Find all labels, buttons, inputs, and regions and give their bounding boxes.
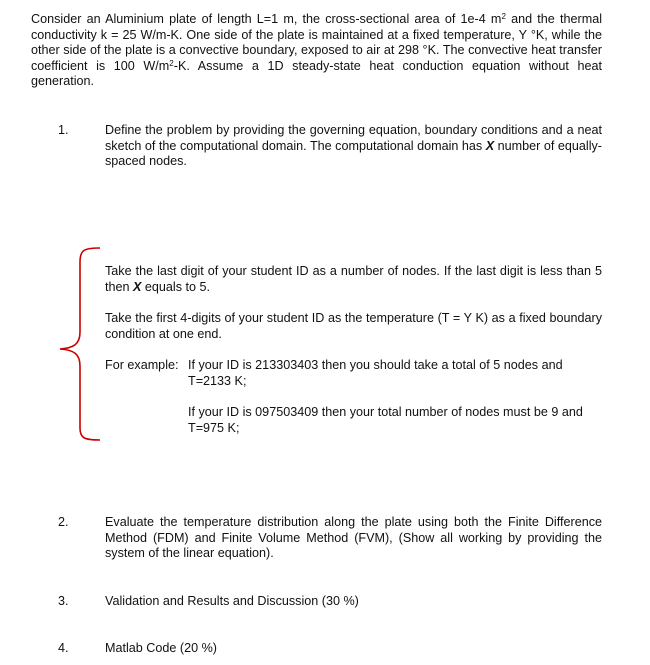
variable-x: X — [485, 138, 495, 153]
instruction-nodes: Take the last digit of your student ID as a number of nodes. If the last digit is less than 5 then X equals to 5. — [105, 264, 602, 294]
instruction-temperature: Take the first 4-digits of your student ID as the temperature (T = Y K) as a fixed boundary condition at one end. — [105, 311, 602, 341]
curly-brace-icon — [56, 246, 102, 442]
example-2: If your ID is 097503409 then your total number of nodes must be 9 and T=975 K; — [188, 405, 583, 435]
item-1-number: 1. — [58, 123, 69, 137]
item-3-text: Validation and Results and Discussion (30 %) — [105, 594, 359, 608]
example-label: For example: — [105, 358, 179, 372]
item-4-text: Matlab Code (20 %) — [105, 641, 217, 655]
item-4-number: 4. — [58, 641, 69, 655]
superscript-2: 2 — [169, 58, 174, 68]
item-2-text: Evaluate the temperature distribution along the plate using both the Finite Difference Method (FDM) and Finite Volume Method (FVM), (Show all working by providing the system of the linear equation). — [105, 515, 602, 560]
variable-x: X — [133, 279, 142, 294]
intro-text-3: -K. Assume a 1D steady-state heat conduction equation without heat generation. — [31, 58, 602, 88]
item-1-text: Define the problem by providing the governing equation, boundary conditions and a neat sketch of the computational domain. The computational domain has X number of equally-spaced nodes. — [105, 123, 602, 168]
problem-statement — [31, 12, 602, 90]
intro-text-2: and the thermal conductivity k = 25 W/m-K. One side of the plate is maintained at a fixed temperature, Y °K, while the other side of the plate is a convective boundary, exposed to air at 298 °K. The convective heat transfer coefficient is 100 W/m — [31, 12, 602, 73]
intro-text-1: Consider an Aluminium plate of length L=1 m, the cross-sectional area of 1e-4 m — [31, 12, 502, 26]
item-2-number: 2. — [58, 515, 69, 529]
item-3-number: 3. — [58, 594, 69, 608]
example-1: If your ID is 213303403 then you should take a total of 5 nodes and T=2133 K; — [188, 358, 563, 388]
superscript-2: 2 — [501, 12, 506, 21]
